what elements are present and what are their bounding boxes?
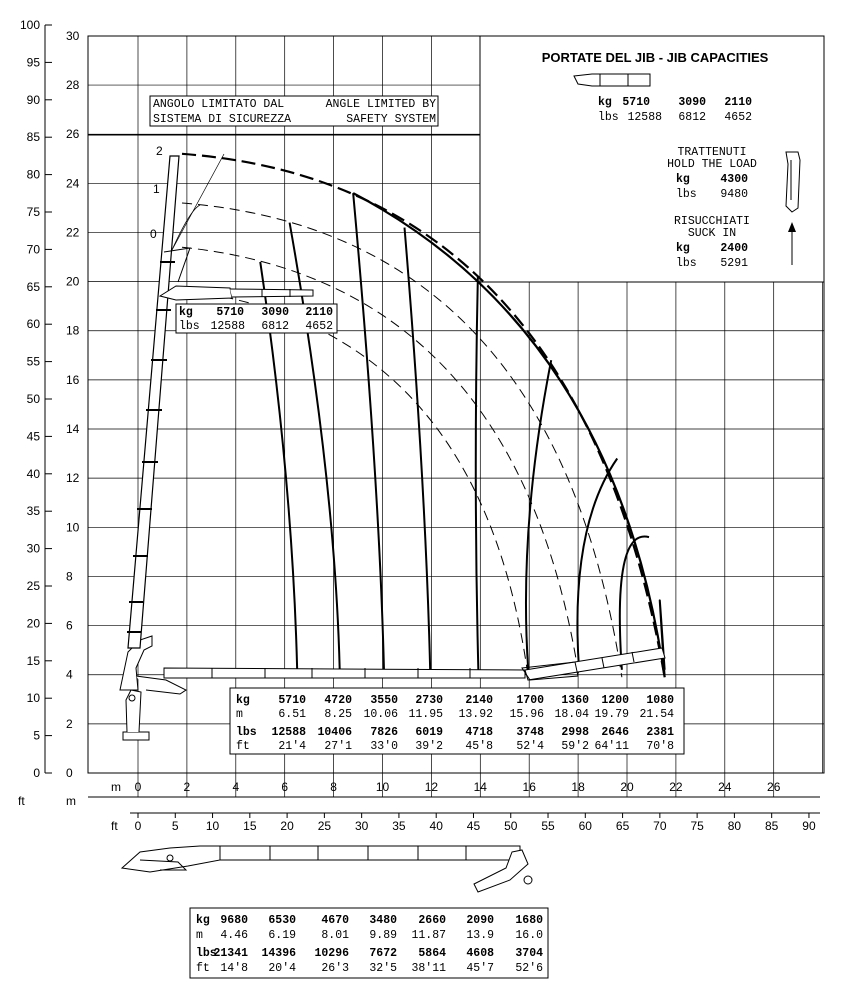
suck-lbs-label: lbs	[676, 257, 697, 270]
x-m-tick-label: 0	[134, 780, 142, 794]
m-tick-label: 10	[66, 520, 80, 535]
jib-box-kg-3: 2110	[305, 306, 333, 319]
main-table-row-label: m	[236, 708, 243, 721]
hold-en: HOLD THE LOAD	[667, 158, 757, 171]
m-tick-label: 26	[66, 127, 80, 142]
x-ft-tick-label: 80	[727, 819, 742, 833]
angle-note-it-1: ANGOLO LIMITATO DAL	[153, 98, 285, 111]
bottom-table-cell: 52'6	[515, 962, 543, 975]
x-m-axis	[135, 773, 781, 797]
jib-position-1: 1	[153, 182, 160, 196]
main-table-cell: 1700	[516, 694, 544, 707]
ft-tick-label: 35	[26, 504, 40, 519]
ft-tick-label: 20	[26, 616, 40, 631]
main-table-cell: 2140	[465, 694, 493, 707]
ft-tick-label: 100	[19, 18, 40, 32]
suck-kg-label: kg	[676, 242, 690, 255]
bottom-table-cell: 13.9	[466, 929, 494, 942]
jib-panel-kg-2: 3090	[678, 96, 706, 109]
main-table-cell: 52'4	[516, 740, 544, 753]
jib-panel-title: PORTATE DEL JIB - JIB CAPACITIES	[541, 50, 769, 65]
main-table-cell: 5710	[278, 694, 306, 707]
bottom-table-cell: 2660	[418, 914, 446, 927]
suck-en: SUCK IN	[687, 227, 737, 240]
x-ft-tick-label: 40	[429, 819, 443, 833]
ft-tick-label: 25	[26, 579, 40, 593]
main-table-cell: 6019	[415, 726, 443, 739]
x-m-tick-label: 26	[767, 780, 781, 794]
x-m-tick-label: 4	[232, 780, 240, 794]
bottom-table-cell: 32'5	[369, 962, 397, 975]
angle-note-en-1: ANGLE LIMITED BY	[325, 98, 436, 111]
bottom-table-cell: 9680	[220, 914, 248, 927]
main-table-cell: 3748	[516, 726, 544, 739]
jib-box-kg-1: 5710	[216, 306, 244, 319]
main-table-cell: 13.92	[458, 708, 493, 721]
jib-panel-lbs-3: 4652	[724, 111, 752, 124]
m-tick-label: 8	[66, 569, 73, 584]
ft-axis	[20, 18, 52, 780]
hold-kg: 4300	[720, 173, 748, 186]
bottom-m-unit: m	[111, 780, 121, 794]
x-m-tick-label: 6	[281, 780, 289, 794]
bottom-table-cell: 1680	[515, 914, 543, 927]
main-table-cell: 39'2	[415, 740, 443, 753]
jib-box-lbs-3: 4652	[305, 320, 333, 333]
ft-tick-label: 30	[26, 541, 40, 556]
x-m-tick-label: 14	[473, 780, 487, 794]
main-table-cell: 21.54	[639, 708, 674, 721]
main-table-cell: 2730	[415, 694, 443, 707]
x-ft-tick-label: 55	[541, 819, 555, 833]
main-table-cell: 1360	[561, 694, 589, 707]
m-tick-label: 6	[66, 618, 73, 633]
bottom-table-cell: 20'4	[268, 962, 296, 975]
x-m-tick-label: 18	[571, 780, 585, 794]
bottom-table-cell: 2090	[466, 914, 494, 927]
hold-lbs-label: lbs	[676, 188, 697, 201]
jib-box-kg-label: kg	[179, 306, 193, 319]
main-table-cell: 6.51	[278, 708, 306, 721]
main-table-cell: 70'8	[646, 740, 674, 753]
main-table-row-label: kg	[236, 694, 250, 707]
jib-panel-lbs-1: 12588	[627, 111, 662, 124]
x-ft-tick-label: 10	[205, 819, 220, 833]
main-table-cell: 4720	[324, 694, 352, 707]
x-ft-tick-label: 20	[280, 819, 294, 833]
m-tick-label: 20	[66, 274, 80, 289]
bottom-table-cell: 7672	[369, 947, 397, 960]
bottom-table-cell: 4.46	[220, 929, 248, 942]
bottom-table-row-label: ft	[196, 962, 210, 975]
bottom-table-cell: 6530	[268, 914, 296, 927]
main-table-cell: 27'1	[324, 740, 352, 753]
bottom-table-cell: 11.87	[411, 929, 446, 942]
x-m-tick-label: 2	[183, 780, 191, 794]
jib-panel-kg-3: 2110	[724, 96, 752, 109]
x-ft-tick-label: 75	[690, 819, 704, 833]
angle-note-it-2: SISTEMA DI SICUREZZA	[153, 113, 292, 126]
ft-tick-label: 95	[26, 55, 40, 70]
main-table-cell: 64'11	[594, 740, 629, 753]
bottom-table-cell: 10296	[314, 947, 349, 960]
jib-panel-lbs-label: lbs	[598, 111, 619, 124]
x-ft-tick-label: 50	[504, 819, 518, 833]
ft-tick-label: 80	[26, 167, 40, 182]
x-m-tick-label: 8	[330, 780, 337, 794]
x-m-tick-label: 12	[424, 780, 439, 794]
suck-it: RISUCCHIATI	[674, 215, 750, 228]
bottom-table-cell: 21341	[213, 947, 248, 960]
main-table-cell: 2998	[561, 726, 589, 739]
x-m-tick-label: 16	[522, 780, 536, 794]
left-m-unit: m	[66, 794, 76, 808]
jib-panel-kg-1: 5710	[622, 96, 650, 109]
main-table-cell: 1200	[601, 694, 629, 707]
x-ft-tick-label: 90	[802, 819, 816, 833]
jib-position-0: 0	[150, 227, 157, 241]
m-tick-label: 4	[66, 667, 73, 682]
ft-tick-label: 50	[26, 392, 40, 406]
m-tick-label: 18	[66, 323, 80, 338]
main-table-cell: 3550	[370, 694, 398, 707]
m-tick-label: 24	[66, 176, 80, 191]
bottom-table-cell: 45'7	[466, 962, 494, 975]
m-axis	[66, 29, 80, 780]
jib-box-lbs-1: 12588	[210, 320, 245, 333]
bottom-table-cell: 3704	[515, 947, 543, 960]
m-tick-label: 12	[66, 471, 80, 486]
bottom-table-cell: 14'8	[220, 962, 248, 975]
x-m-tick-label: 22	[669, 780, 683, 794]
jib-position-2: 2	[156, 144, 163, 158]
hold-lbs: 9480	[720, 188, 748, 201]
main-table-row-label: lbs	[236, 726, 257, 739]
bottom-table-cell: 9.89	[369, 929, 397, 942]
main-table-cell: 45'8	[465, 740, 493, 753]
ft-tick-label: 65	[26, 279, 40, 294]
main-table-cell: 12588	[271, 726, 306, 739]
bottom-table-cell: 3480	[369, 914, 397, 927]
main-table-cell: 2381	[646, 726, 674, 739]
main-table-cell: 19.79	[594, 708, 629, 721]
ft-tick-label: 10	[26, 691, 40, 706]
main-table-cell: 11.95	[408, 708, 443, 721]
hold-kg-label: kg	[676, 173, 690, 186]
main-table-cell: 4718	[465, 726, 493, 739]
x-ft-tick-label: 85	[764, 819, 779, 833]
x-ft-tick-label: 0	[134, 819, 142, 833]
bottom-table-cell: 4670	[321, 914, 349, 927]
x-ft-tick-label: 25	[317, 819, 332, 833]
bottom-table-cell: 16.0	[515, 929, 543, 942]
main-table-cell: 10406	[317, 726, 352, 739]
x-ft-axis	[135, 813, 816, 833]
ft-tick-label: 85	[26, 130, 40, 145]
bottom-table-cell: 14396	[261, 947, 296, 960]
x-ft-tick-label: 45	[466, 819, 481, 833]
ft-tick-label: 55	[26, 354, 40, 369]
m-tick-label: 2	[66, 716, 73, 731]
bottom-table-cell: 5864	[418, 947, 446, 960]
jib-panel	[480, 36, 824, 282]
ft-tick-label: 15	[26, 653, 40, 668]
jib-box-lbs-2: 6812	[261, 320, 289, 333]
x-ft-tick-label: 30	[354, 819, 369, 833]
bottom-table-row-label: m	[196, 929, 203, 942]
m-tick-label: 0	[66, 766, 73, 780]
main-table-cell: 1080	[646, 694, 674, 707]
jib-panel-kg-label: kg	[598, 96, 612, 109]
x-ft-tick-label: 65	[615, 819, 630, 833]
jib-box-kg-2: 3090	[261, 306, 289, 319]
x-ft-tick-label: 5	[171, 819, 179, 833]
bottom-table-cell: 26'3	[321, 962, 349, 975]
ft-tick-label: 40	[26, 466, 40, 481]
bottom-table-cell: 38'11	[411, 962, 446, 975]
main-table-cell: 33'0	[370, 740, 398, 753]
hold-it: TRATTENUTI	[677, 146, 747, 159]
ft-tick-label: 45	[26, 429, 40, 444]
bottom-table-cell: 8.01	[321, 929, 349, 942]
m-tick-label: 28	[66, 78, 80, 93]
main-table-cell: 18.04	[554, 708, 589, 721]
bottom-table-row-label: kg	[196, 914, 210, 927]
x-ft-tick-label: 15	[243, 819, 257, 833]
ft-tick-label: 70	[26, 242, 40, 257]
jib-box-lbs-label: lbs	[179, 320, 200, 333]
suck-lbs: 5291	[720, 257, 748, 270]
x-ft-tick-label: 60	[578, 819, 592, 833]
suck-kg: 2400	[720, 242, 748, 255]
angle-note-en-2: SAFETY SYSTEM	[346, 113, 436, 126]
x-ft-tick-label: 70	[653, 819, 667, 833]
bottom-table-cell: 4608	[466, 947, 494, 960]
m-tick-label: 22	[66, 225, 80, 240]
x-m-tick-label: 10	[375, 780, 390, 794]
x-m-tick-label: 24	[718, 780, 732, 794]
left-ft-unit: ft	[18, 794, 25, 808]
m-tick-label: 14	[66, 422, 80, 437]
m-tick-label: 30	[66, 28, 80, 43]
x-m-tick-label: 20	[620, 780, 634, 794]
m-tick-label: 16	[66, 372, 80, 387]
ft-tick-label: 5	[33, 728, 40, 743]
horizontal-crane-illustration	[122, 846, 532, 892]
jib-panel-lbs-2: 6812	[678, 111, 706, 124]
x-ft-tick-label: 35	[392, 819, 406, 833]
main-table-cell: 7826	[370, 726, 398, 739]
main-table-cell: 59'2	[561, 740, 589, 753]
bottom-table-cell: 6.19	[268, 929, 296, 942]
bottom-ft-unit: ft	[111, 819, 118, 833]
ft-tick-label: 60	[26, 317, 40, 332]
main-table-cell: 15.96	[509, 708, 544, 721]
main-table-row-label: ft	[236, 740, 250, 753]
ft-tick-label: 90	[26, 92, 40, 107]
bottom-table-row-label: lbs	[196, 947, 217, 960]
main-table-cell: 21'4	[278, 740, 306, 753]
ft-tick-label: 0	[33, 766, 40, 780]
main-table-cell: 8.25	[324, 708, 352, 721]
main-table-cell: 10.06	[363, 708, 398, 721]
ft-tick-label: 75	[26, 205, 40, 219]
main-table-cell: 2646	[601, 726, 629, 739]
